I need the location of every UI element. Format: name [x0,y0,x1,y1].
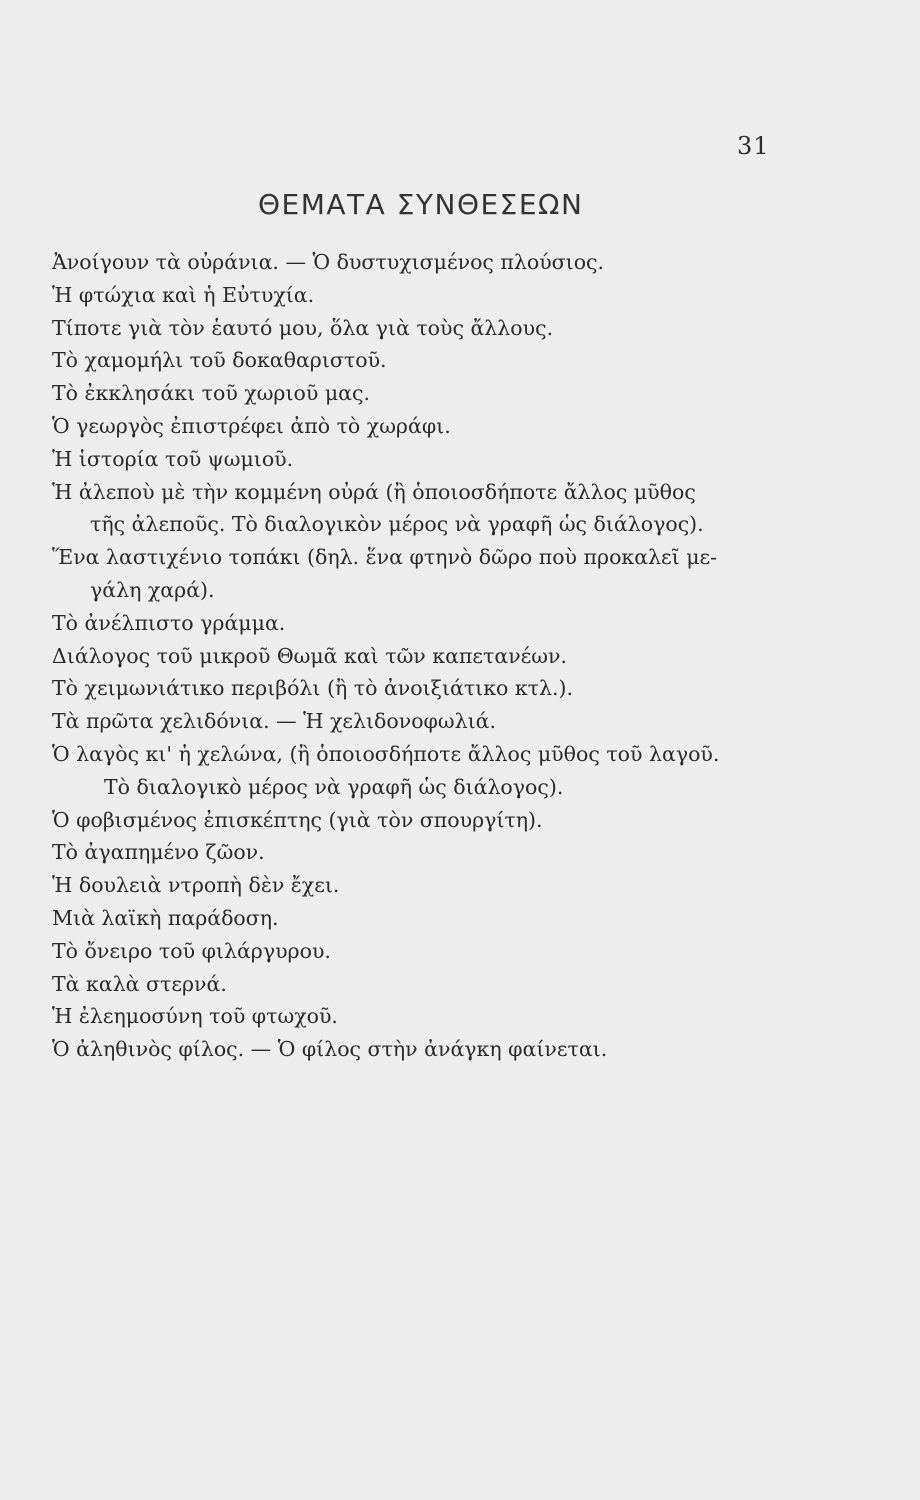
page-title: ΘΕΜΑΤΑ ΣΥΝΘΕΣΕΩΝ [258,188,584,221]
topic-line-continuation: τῆς ἀλεποῦς. Τὸ διαλογικὸν μέρος νὰ γραφῆ ὡς διάλογος). [90,512,704,537]
topic-line: Τὸ ἀνέλπιστο γράμμα. [52,610,286,635]
topic-line: Ὁ γεωργὸς ἐπιστρέφει ἀπὸ τὸ χωράφι. [52,413,451,438]
topic-line-continuation: Τὸ διαλογικὸ μέρος νὰ γραφῆ ὡς διάλογος). [104,774,564,799]
topic-line: Ἡ ἐλεημοσύνη τοῦ φτωχοῦ. [52,1004,338,1029]
topic-line: Ἀνοίγουν τὰ οὐράνια. — Ὁ δυστυχισμένος πλούσιος. [52,250,605,274]
topic-line: Ἕνα λαστιχένιο τοπάκι (δηλ. ἕνα φτηνὸ δῶρο ποὺ προκαλεῖ με- [52,545,718,570]
topic-line-continuation: γάλη χαρά). [90,577,215,602]
topic-line: Τὰ πρῶτα χελιδόνια. — Ἡ χελιδονοφωλιά. [52,709,497,734]
topic-line: Ἡ δουλειὰ ντροπὴ δὲν ἔχει. [52,873,340,898]
page-number: 31 [737,132,770,160]
topic-line: Μιὰ λαϊκὴ παράδοση. [52,905,279,930]
topic-list [52,246,782,1066]
topic-line: Τὸ ἀγαπημένο ζῶον. [52,840,265,865]
topic-line: Ὁ λαγὸς κι' ἡ χελώνα, (ἢ ὁποιοσδήποτε ἄλλος μῦθος τοῦ λαγοῦ. [52,741,720,766]
topic-line: Ἡ φτώχια καὶ ἡ Εὐτυχία. [52,282,315,307]
topic-line: Τὰ καλὰ στερνά. [52,971,227,996]
topic-line: Ὁ ἀληθινὸς φίλος. — Ὁ φίλος στὴν ἀνάγκη φαίνεται. [52,1037,608,1062]
topic-line: Τίποτε γιὰ τὸν ἑαυτό μου, ὅλα γιὰ τοὺς ἄλλους. [52,315,554,340]
topic-line: Τὸ χαμομήλι τοῦ δοκαθαριστοῦ. [52,348,387,373]
topic-line: Ἡ ἀλεποὺ μὲ τὴν κομμένη οὐρά (ἢ ὁποιοσδήποτε ἄλλος μῦθος [52,479,696,504]
topic-line: Τὸ ἐκκλησάκι τοῦ χωριοῦ μας. [52,381,371,406]
topic-line: Ἡ ἱστορία τοῦ ψωμιοῦ. [52,446,294,471]
topic-line: Ὁ φοβισμένος ἐπισκέπτης (γιὰ τὸν σπουργίτη). [52,807,543,832]
topic-line: Τὸ ὄνειρο τοῦ φιλάργυρου. [52,938,331,963]
topic-line: Τὸ χειμωνιάτικο περιβόλι (ἢ τὸ ἀνοιξιάτικο κτλ.). [52,676,574,701]
topic-line: Διάλογος τοῦ μικροῦ Θωμᾶ καὶ τῶν καπετανέων. [52,643,567,668]
